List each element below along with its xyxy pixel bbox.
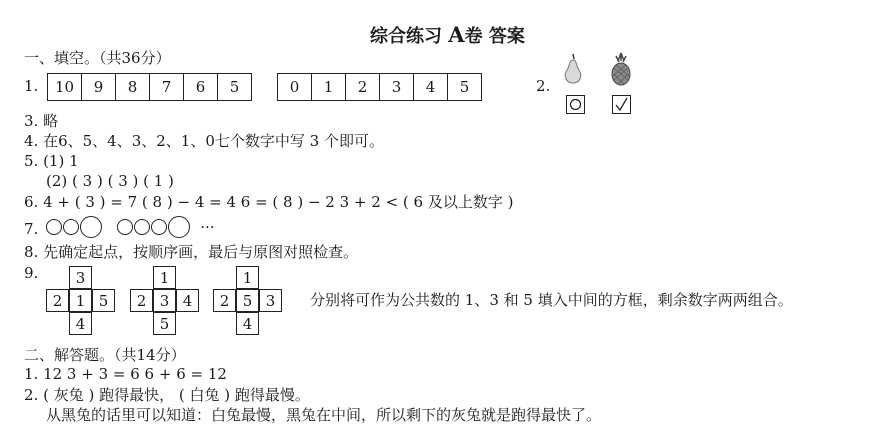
cross2-left: 2: [130, 289, 153, 312]
cross1-center: 1: [69, 289, 92, 312]
cross1-top: 3: [69, 266, 92, 289]
q2-number: 2.: [536, 77, 551, 95]
box-cell: 0: [278, 74, 312, 100]
q8-text: 8. 先确定起点，按顺序画，最后与原图对照检查。: [24, 243, 359, 261]
q1-number: 1.: [24, 77, 39, 95]
cross3-left: 2: [213, 289, 236, 312]
q6-text: 6. 4 + ( 3 ) = 7 ( 8 ) − 4 = 4 6 = ( 8 ) − 2 3 + 2 < ( 6 及以上数字 ): [24, 193, 514, 211]
big-circle-icon: [80, 216, 102, 238]
small-circle-icon: [151, 219, 167, 235]
box-cell: 5: [459, 78, 470, 96]
cross2-center: 3: [153, 289, 176, 312]
q3-text: 3. 略: [24, 112, 59, 130]
box-cell: 5: [229, 78, 240, 96]
box-cell: 6: [184, 74, 218, 100]
cross3-bottom: 4: [236, 312, 259, 335]
q1-box-row-b: [277, 73, 482, 101]
q5-line1: 5. (1) 1: [24, 152, 79, 170]
cross2-right: 4: [176, 289, 199, 312]
answer-box-left: [566, 95, 585, 114]
pear-icon: [560, 52, 586, 84]
box-cell: 2: [346, 74, 380, 100]
box-cell: 1: [312, 74, 346, 100]
small-circle-icon: [46, 219, 62, 235]
small-circle-icon: [117, 219, 133, 235]
box-cell: 10: [48, 74, 82, 100]
q7-number: 7.: [24, 220, 39, 238]
title-letter: A: [448, 22, 465, 47]
section-2-heading: 二、解答题。（共14分）: [24, 346, 186, 364]
q1-box-row-a: [47, 73, 252, 101]
section-1-heading: 一、填空。（共36分）: [24, 49, 171, 67]
big-circle-icon: [168, 216, 190, 238]
box-cell: 3: [380, 74, 414, 100]
cross1-right: 5: [92, 289, 115, 312]
s2-q2-line1: 2. ( 灰兔 ) 跑得最快， ( 白兔 ) 跑得最慢。: [24, 386, 310, 404]
title-text: 综合练习: [370, 26, 442, 47]
cross2-bottom: 5: [153, 312, 176, 335]
s2-q2-line2: 从黑兔的话里可以知道：白兔最慢，黑兔在中间，所以剩下的灰兔就是跑得最快了。: [46, 406, 602, 424]
cross1-bottom: 4: [69, 312, 92, 335]
q5-line2: (2) ( 3 ) ( 3 ) ( 1 ): [46, 172, 174, 190]
check-mark-icon: [613, 96, 630, 113]
box-cell: 7: [150, 74, 184, 100]
small-circle-icon: [134, 219, 150, 235]
small-circle-icon: [63, 219, 79, 235]
box-cell: 8: [116, 74, 150, 100]
pineapple-icon: [608, 52, 634, 86]
q4-text: 4. 在6、5、4、3、2、1、0七个数字中写 3 个即可。: [24, 132, 384, 150]
q9-note: 分别将可作为公共数的 1、3 和 5 填入中间的方框，剩余数字两两组合。: [310, 291, 793, 309]
page-title: [370, 22, 525, 48]
cross1-left: 2: [46, 289, 69, 312]
cross3-top: 1: [236, 266, 259, 289]
q7-circles: [46, 216, 215, 238]
box-cell: 4: [414, 74, 448, 100]
ellipsis: ···: [200, 218, 215, 236]
cross3-right: 3: [259, 289, 282, 312]
circle-mark-icon: [567, 96, 584, 113]
cross3-center: 5: [236, 289, 259, 312]
cross2-top: 1: [153, 266, 176, 289]
s2-q1-text: 1. 12 3 + 3 = 6 6 + 6 = 12: [24, 365, 227, 383]
answer-box-right: [612, 95, 631, 114]
title-suffix: 卷 答案: [464, 26, 525, 47]
q9-number: 9.: [24, 264, 39, 282]
box-cell: 9: [82, 74, 116, 100]
